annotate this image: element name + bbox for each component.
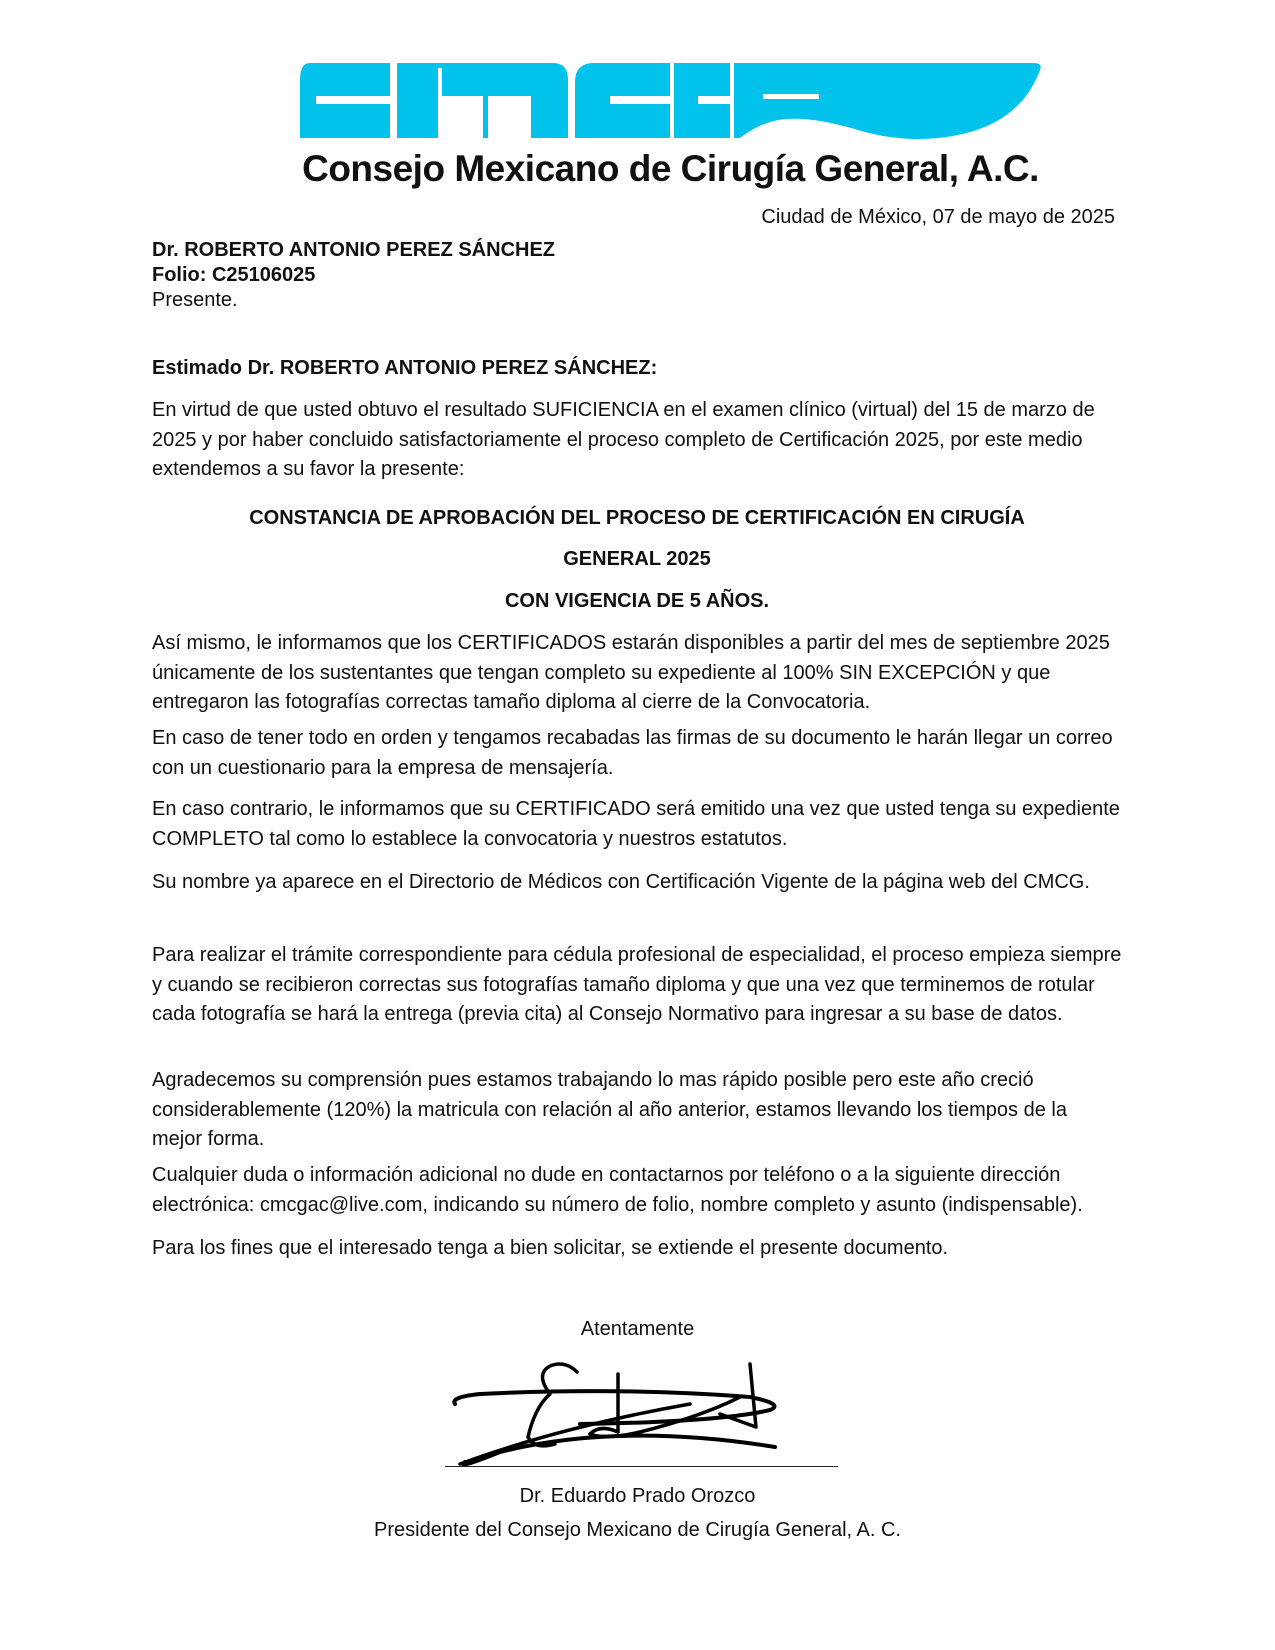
constancia-line-2: GENERAL 2025 <box>563 548 711 570</box>
signer-title: Presidente del Consejo Mexicano de Cirugía General, A. C. <box>374 1519 901 1541</box>
paragraph-cedula: Para realizar el trámite correspondiente para cédula profesional de especialidad, el proceso empieza siempre y cuando se recibieron correctas sus fotografías tamaño diploma y que una vez que terminemos de rotular cada fotografía se hará la entrega (previa cita) al Consejo Normativo para ingresar a su base de datos. <box>152 944 1122 1025</box>
organization-name: Consejo Mexicano de Cirugía General, A.C. <box>302 148 1039 189</box>
cmcg-logo <box>298 60 1043 152</box>
paragraph-certificados: Así mismo, le informamos que los CERTIFICADOS estarán disponibles a partir del mes de septiembre 2025 únicamente de los sustentantes que tengan completo su expediente al 100% SIN EXCEPCIÓN y que entregaron las fotografías correctas tamaño diploma al cierre de la Convocatoria. <box>152 632 1110 713</box>
logo-letter-m <box>397 63 568 138</box>
paragraph-directorio: Su nombre ya aparece en el Directorio de Médicos con Certificación Vigente de la página web del CMCG. <box>152 871 1090 893</box>
paragraph-en-orden: En caso de tener todo en orden y tengamos recabadas las firmas de su documento le harán llegar un correo con un cuestionario para la empresa de mensajería. <box>152 727 1113 779</box>
signature-line <box>445 1466 838 1467</box>
recipient-presente: Presente. <box>152 289 238 311</box>
paragraph-agradecemos: Agradecemos su comprensión pues estamos trabajando lo mas rápido posible pero este año creció considerablemente (120%) la matricula con relación al año anterior, estamos llevando los tiempos de la mejor forma. <box>152 1069 1067 1150</box>
logo-shapes <box>300 63 1041 139</box>
recipient-name: Dr. ROBERTO ANTONIO PEREZ SÁNCHEZ <box>152 239 556 261</box>
signature-stroke-underline <box>463 1436 775 1465</box>
paragraph-contrario: En caso contrario, le informamos que su CERTIFICADO será emitido una vez que usted tenga su expediente COMPLETO tal como lo establece la convocatoria y nuestros estatutos. <box>152 798 1120 850</box>
logo-wave <box>734 63 1041 139</box>
signer-name: Dr. Eduardo Prado Orozco <box>519 1485 756 1507</box>
salutation: Estimado Dr. ROBERTO ANTONIO PEREZ SÁNCHEZ: <box>152 357 658 379</box>
paragraph-contacto: Cualquier duda o información adicional no dude en contactarnos por teléfono o a la siguiente dirección electrónica: cmcgac@live.com, indicando su número de folio, nombre completo y asunto (indispensable). <box>152 1164 1083 1216</box>
logo-letter-g <box>674 63 730 138</box>
recipient-folio: Folio: C25106025 <box>152 264 316 286</box>
signature-image <box>440 1352 840 1470</box>
date-line: Ciudad de México, 07 de mayo de 2025 <box>761 206 1115 228</box>
recipient-block <box>152 238 1122 313</box>
paragraph-fines: Para los fines que el interesado tenga a bien solicitar, se extiende el presente documento. <box>152 1237 949 1259</box>
paragraph-intro: En virtud de que usted obtuvo el resultado SUFICIENCIA en el examen clínico (virtual) del 15 de marzo de 2025 y por haber concluido satisfactoriamente el proceso completo de Certificación 2025, por este medio extendemos a su favor la presente: <box>152 399 1095 480</box>
signature-stroke-d <box>590 1374 740 1437</box>
constancia-line-1: CONSTANCIA DE APROBACIÓN DEL PROCESO DE CERTIFICACIÓN EN CIRUGÍA <box>249 507 1025 529</box>
closing-atentamente: Atentamente <box>580 1318 695 1340</box>
constancia-line-3: CON VIGENCIA DE 5 AÑOS. <box>504 590 770 612</box>
